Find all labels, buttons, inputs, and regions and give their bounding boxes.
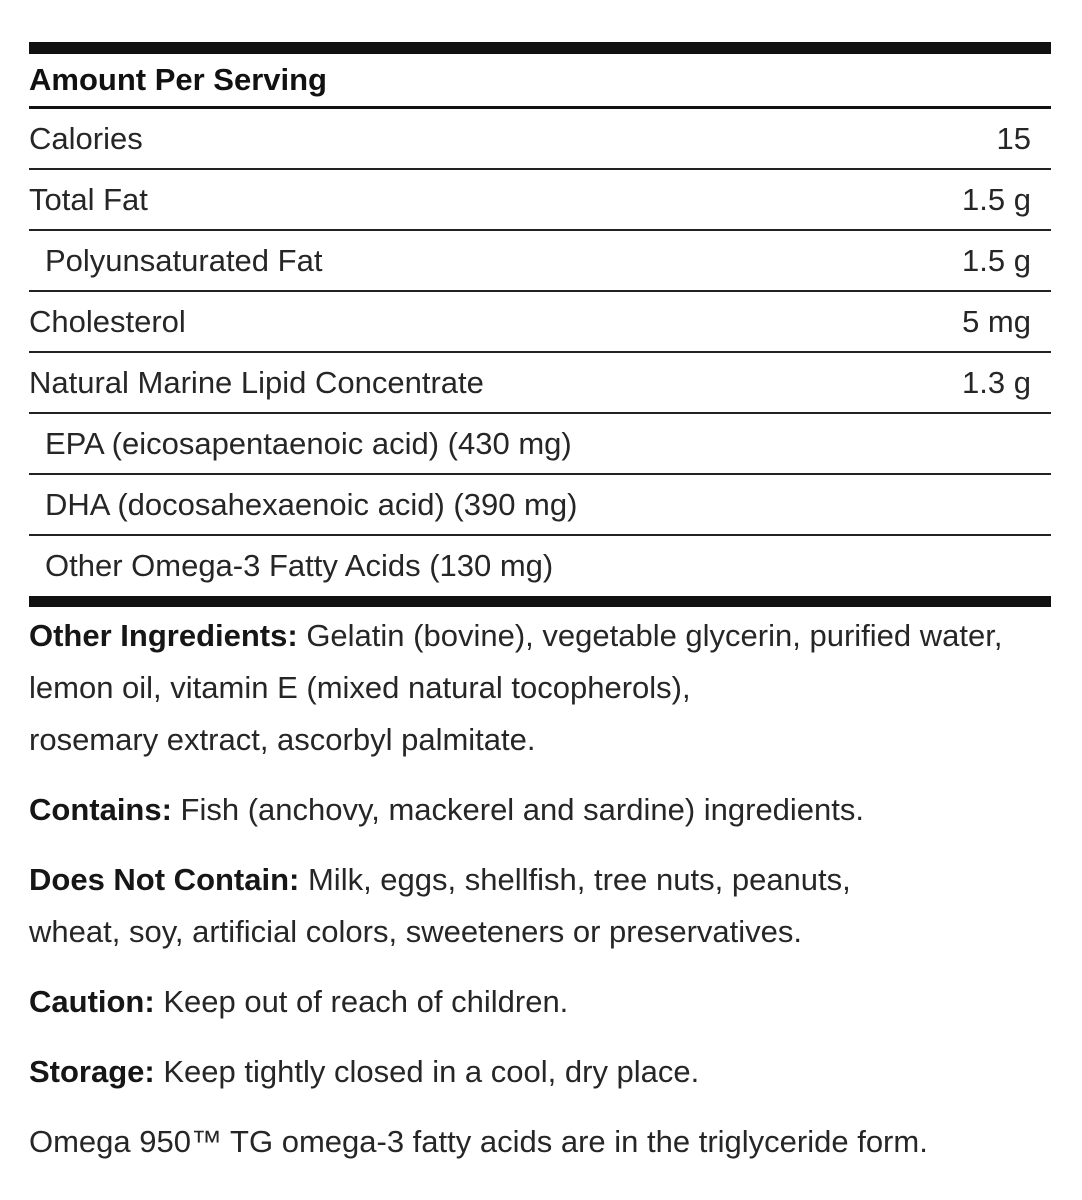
nutrient-row-calories — [29, 109, 1051, 170]
other-ingredients-text: Gelatin (bovine), vegetable glycerin, purified water, — [297, 618, 1003, 653]
label-notes — [29, 610, 1059, 1168]
nutrient-name: Calories — [29, 120, 143, 156]
triglyceride-form-note: Omega 950™ TG omega-3 fatty acids are in the triglyceride form. — [29, 1124, 928, 1159]
caution-statement — [29, 976, 1059, 1028]
nutrient-row-other-omega3 — [29, 536, 1051, 596]
does-not-contain-label: Does Not Contain: — [29, 862, 300, 897]
storage-text: Keep tightly closed in a cool, dry place. — [154, 1054, 700, 1089]
nutrient-row-total-fat — [29, 170, 1051, 231]
contains-text: Fish (anchovy, mackerel and sardine) ingredients. — [171, 792, 865, 827]
nutrient-value: 5 mg — [962, 303, 1031, 339]
nutrient-row-epa — [29, 414, 1051, 475]
top-thick-rule — [29, 42, 1051, 54]
does-not-contain-text: Milk, eggs, shellfish, tree nuts, peanuts, — [299, 862, 851, 897]
nutrient-row-cholesterol — [29, 292, 1051, 353]
contains-label: Contains: — [29, 792, 172, 827]
other-ingredients-line-1 — [29, 610, 1059, 662]
nutrient-name: Other Omega-3 Fatty Acids (130 mg) — [45, 548, 554, 583]
nutrient-row-polyunsaturated-fat — [29, 231, 1051, 292]
does-not-contain-line-1 — [29, 854, 1059, 906]
nutrient-value: 15 — [996, 120, 1031, 156]
storage-statement — [29, 1046, 1059, 1098]
nutrient-name: Total Fat — [29, 181, 148, 217]
nutrient-name: Cholesterol — [29, 303, 186, 339]
bottom-thick-rule — [29, 596, 1051, 607]
caution-text: Keep out of reach of children. — [154, 984, 569, 1019]
nutrient-name: DHA (docosahexaenoic acid) (390 mg) — [45, 486, 578, 522]
nutrient-name: Polyunsaturated Fat — [45, 242, 323, 278]
nutrient-name: Natural Marine Lipid Concentrate — [29, 364, 484, 400]
contains-statement — [29, 784, 1059, 836]
nutrient-value: 1.5 g — [962, 242, 1031, 278]
amount-per-serving-header — [29, 54, 1051, 109]
does-not-contain-line-2: wheat, soy, artificial colors, sweeteners or preservatives. — [29, 914, 803, 949]
nutrient-name: EPA (eicosapentaenoic acid) (430 mg) — [45, 425, 572, 461]
nutrient-row-dha — [29, 475, 1051, 536]
other-ingredients-label: Other Ingredients: — [29, 618, 298, 653]
other-ingredients-line-3: rosemary extract, ascorbyl palmitate. — [29, 722, 536, 757]
caution-label: Caution: — [29, 984, 155, 1019]
nutrient-value: 1.5 g — [962, 181, 1031, 217]
storage-label: Storage: — [29, 1054, 155, 1089]
nutrient-row-marine-lipid — [29, 353, 1051, 414]
amount-per-serving-label: Amount Per Serving — [29, 62, 327, 97]
supplement-facts-table — [29, 42, 1051, 607]
other-ingredients-line-2: lemon oil, vitamin E (mixed natural tocopherols), — [29, 670, 691, 705]
nutrient-value: 1.3 g — [962, 364, 1031, 400]
